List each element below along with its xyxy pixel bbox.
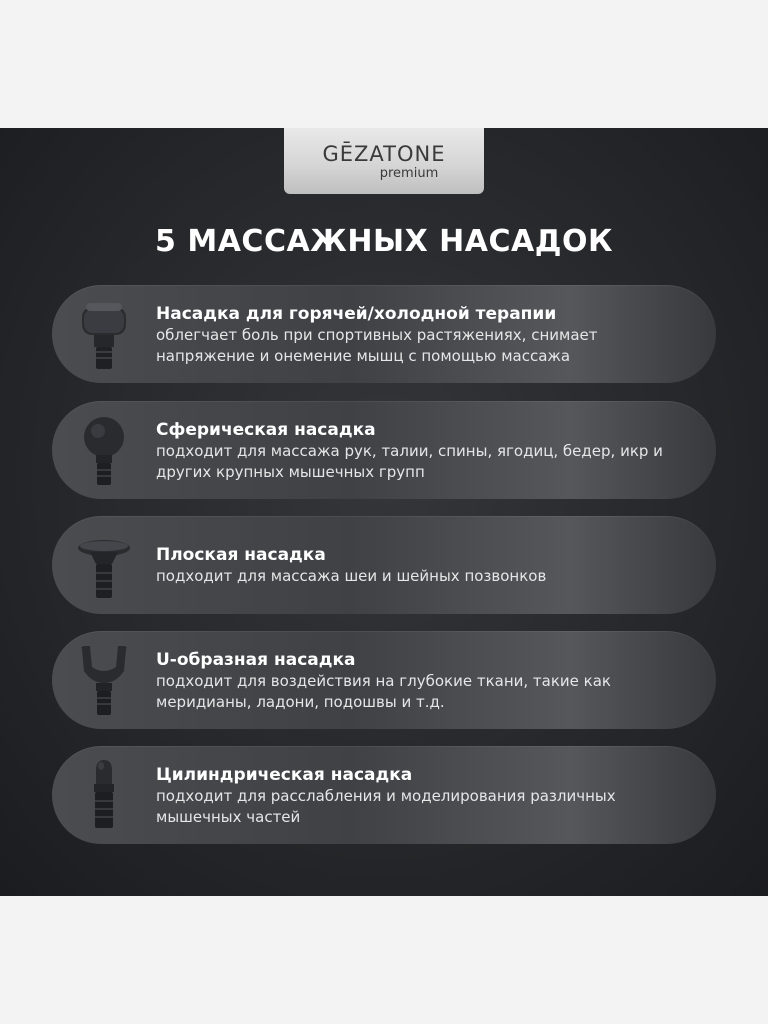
attachment-card-cylinder — [52, 746, 716, 844]
cylinder-attachment-icon — [76, 756, 132, 834]
attachment-description-line: облегчает боль при спортивных растяжениях, снимает — [156, 326, 598, 344]
attachment-description-line: подходит для воздействия на глубокие ткани, такие как — [156, 672, 611, 690]
spherical-attachment-icon — [76, 411, 132, 489]
attachment-title: Насадка для горячей/холодной терапии — [156, 304, 557, 324]
attachment-description-line: подходит для массажа шеи и шейных позвонков — [156, 567, 547, 585]
attachment-description-line: меридианы, ладони, подошвы и т.д. — [156, 693, 445, 711]
attachment-card-spherical — [52, 401, 716, 499]
attachment-description-line: напряжение и онемение мышц с помощью массажа — [156, 347, 571, 365]
attachment-card-flat — [52, 516, 716, 614]
attachment-title: U-образная насадка — [156, 650, 356, 670]
hot-cold-attachment-icon — [76, 295, 132, 373]
attachment-description-line: мышечных частей — [156, 808, 301, 826]
attachment-card-u-shaped — [52, 631, 716, 729]
attachment-description-line: других крупных мышечных групп — [156, 463, 425, 481]
brand-logo — [284, 128, 484, 194]
attachment-title: Цилиндрическая насадка — [156, 765, 413, 785]
flat-attachment-icon — [76, 526, 132, 604]
attachment-description-line: подходит для массажа рук, талии, спины, ягодиц, бедер, икр и — [156, 442, 663, 460]
product-panel — [0, 128, 768, 896]
attachment-title: Плоская насадка — [156, 545, 326, 565]
attachment-title: Сферическая насадка — [156, 420, 376, 440]
u-shaped-attachment-icon — [76, 641, 132, 719]
attachment-card-hot-cold — [52, 285, 716, 383]
page-title: 5 МАССАЖНЫХ НАСАДОК — [155, 224, 613, 259]
logo-subtitle: premium — [379, 166, 439, 181]
attachment-description-line: подходит для расслабления и моделирования различных — [156, 787, 616, 805]
logo-brand-text: GĒZATONE — [322, 142, 446, 166]
